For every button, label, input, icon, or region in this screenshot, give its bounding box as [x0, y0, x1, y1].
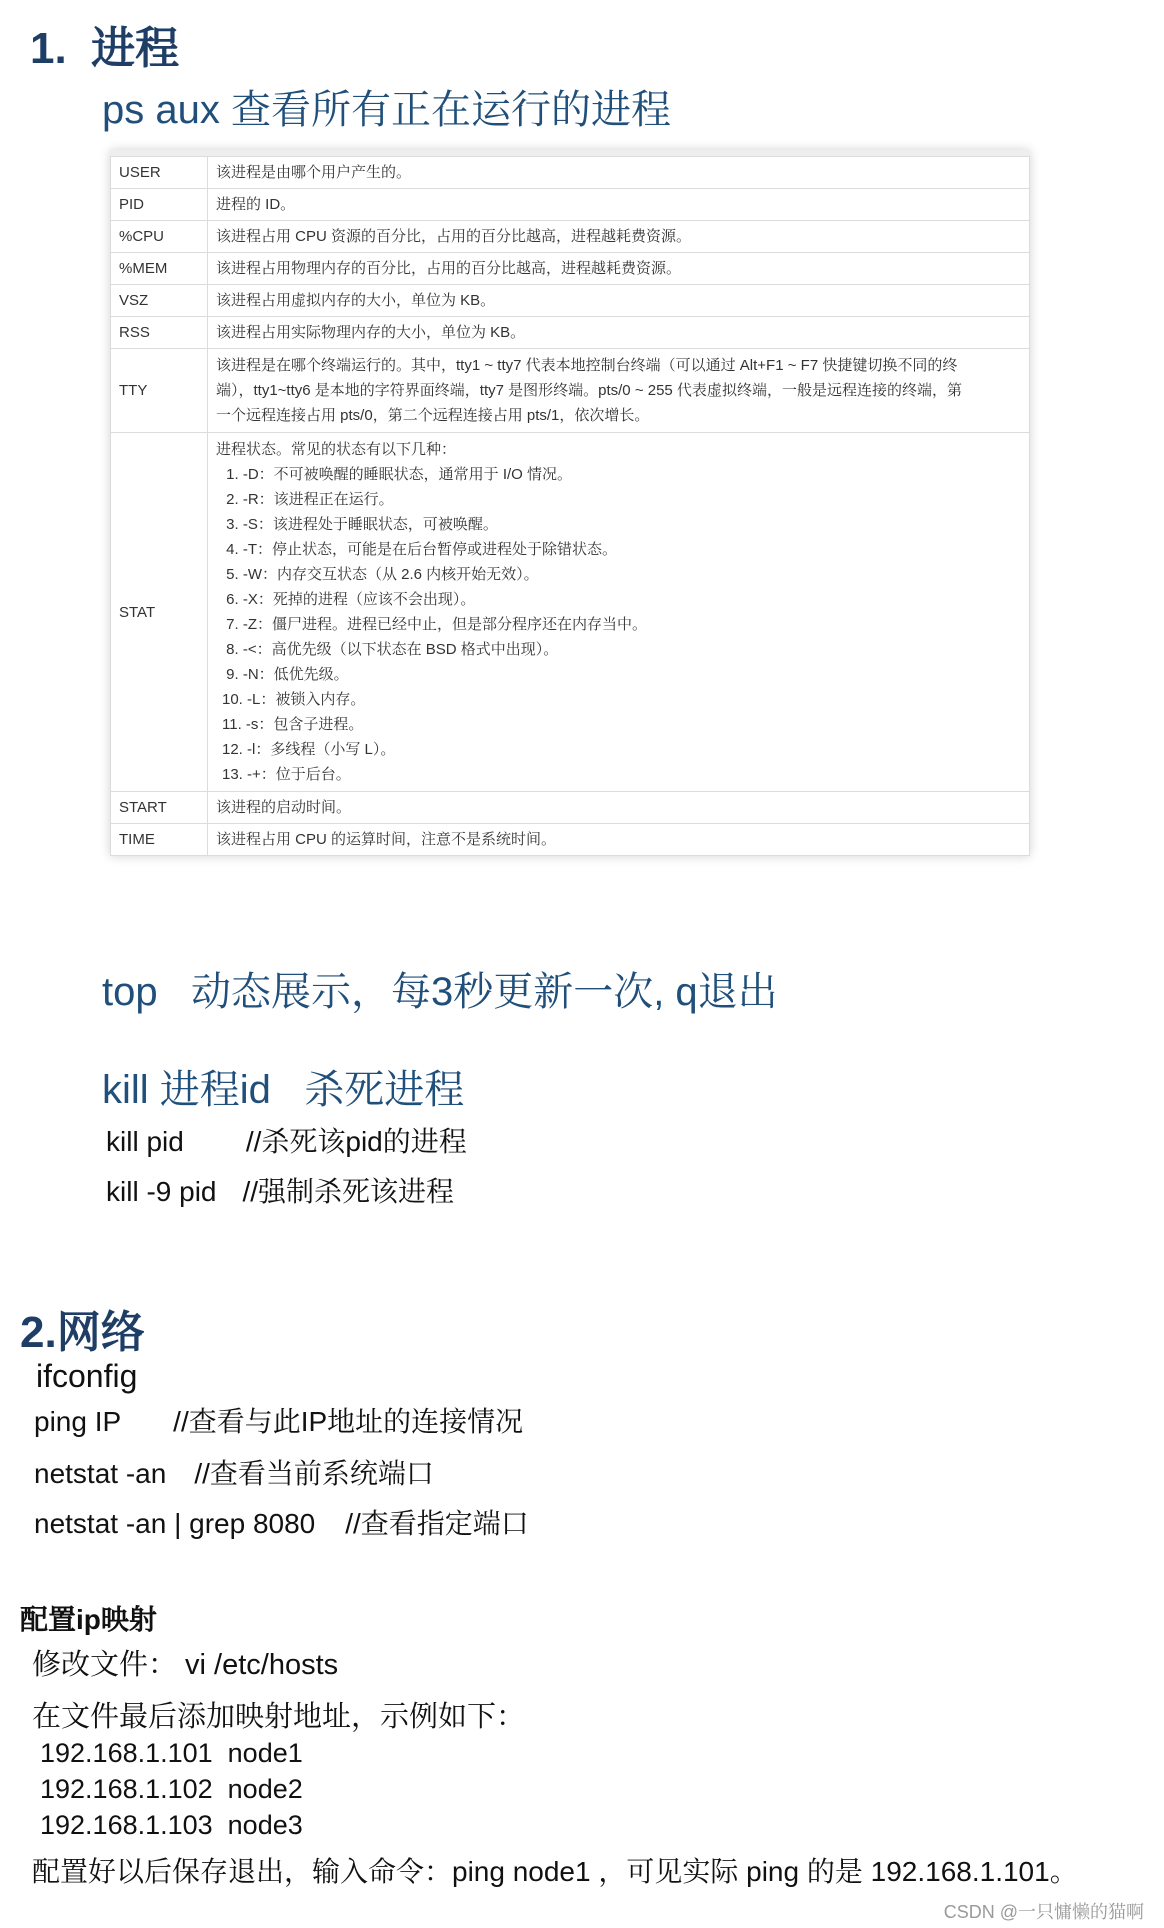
field-name: VSZ: [111, 285, 208, 317]
description-line: 一个远程连接占用 pts/0，第二个远程连接占用 pts/1，依次增长。: [216, 407, 650, 424]
table-row: [111, 157, 1030, 189]
description-line: 12. -l：多线程（小写 L）。: [222, 741, 396, 758]
description-line: 该进程占用 CPU 资源的百分比，占用的百分比越高，进程越耗费资源。: [216, 228, 692, 245]
field-name: %CPU: [111, 221, 208, 253]
table-row: [111, 317, 1030, 349]
description-line: 该进程是由哪个用户产生的。: [216, 164, 412, 181]
edit-hosts-line: 修改文件： vi /etc/hosts: [32, 1649, 339, 1681]
description-line: 该进程占用物理内存的百分比，占用的百分比越高，进程越耗费资源。: [216, 260, 682, 277]
field-description: [208, 317, 1030, 349]
field-description: [208, 433, 1030, 792]
description-line: 该进程占用实际物理内存的大小，单位为 KB。: [216, 324, 526, 341]
netstat-command: netstat -an: [34, 1458, 167, 1489]
description-line: 8. -<：高优先级（以下状态在 BSD 格式中出现）。: [222, 641, 559, 658]
table-row: [111, 189, 1030, 221]
description-line: 4. -T：停止状态，可能是在后台暂停或进程处于除错状态。: [222, 541, 618, 558]
table-row: [111, 285, 1030, 317]
description-line: 端），tty1~tty6 是本地的字符界面终端，tty7 是图形终端。pts/0 ~ 255 代表虚拟终端，一般是远程连接的终端，第: [216, 382, 962, 399]
description-line: 该进程占用虚拟内存的大小，单位为 KB。: [216, 292, 496, 309]
field-name: TTY: [111, 349, 208, 433]
append-mapping-line: 在文件最后添加映射地址，示例如下：: [32, 1701, 526, 1733]
description-line: 该进程的启动时间。: [216, 799, 352, 816]
field-description: [208, 792, 1030, 824]
field-name: RSS: [111, 317, 208, 349]
hosts-entry-3: 192.168.1.103 node3: [40, 1810, 303, 1840]
description-line: 6. -X：死掉的进程（应该不会出现）。: [222, 591, 476, 608]
field-name: STAT: [111, 433, 208, 792]
field-description: [208, 221, 1030, 253]
field-description: [208, 253, 1030, 285]
section-heading-network: 2.网络: [20, 1308, 145, 1357]
ping-line: [34, 1400, 523, 1440]
description-line: 9. -N：低优先级。: [222, 666, 349, 683]
description-line: 1. -D：不可被唤醒的睡眠状态，通常用于 I/O 情况。: [222, 466, 573, 483]
description-line: 2. -R：该进程正在运行。: [222, 491, 394, 508]
kill-command-title: kill 进程id 杀死进程: [102, 1068, 465, 1112]
field-description: [208, 285, 1030, 317]
description-line: 13. -+：位于后台。: [222, 766, 351, 783]
watermark-footer: CSDN @一只慵懒的猫啊: [943, 1902, 1144, 1922]
kill-9-command: kill -9 pid: [106, 1176, 217, 1207]
table-row: [111, 221, 1030, 253]
field-description: [208, 189, 1030, 221]
table-row: [111, 824, 1030, 856]
netstat-grep-command: netstat -an | grep 8080: [34, 1508, 316, 1539]
netstat-line: [34, 1452, 434, 1492]
description-line: 进程的 ID。: [216, 196, 296, 213]
final-instruction-line: 配置好以后保存退出，输入命令：ping node1 ，可见实际 ping 的是 192.168.1.101。: [32, 1856, 1078, 1887]
description-line: 该进程是在哪个终端运行的。其中，tty1 ~ tty7 代表本地控制台终端（可以通过 Alt+F1 ~ F7 快捷键切换不同的终: [216, 357, 958, 374]
field-name: %MEM: [111, 253, 208, 285]
table-row: [111, 349, 1030, 433]
description-line: 10. -L：被锁入内存。: [222, 691, 366, 708]
kill-pid-line: [106, 1120, 467, 1160]
description-line: 该进程占用 CPU 的运算时间，注意不是系统时间。: [216, 831, 557, 848]
description-line: 5. -W：内存交互状态（从 2.6 内核开始无效）。: [222, 566, 539, 583]
field-description: [208, 349, 1030, 433]
ps-fields-table: [110, 150, 1030, 856]
table-row: [111, 253, 1030, 285]
section-heading-ip-mapping: 配置ip映射: [20, 1604, 157, 1635]
top-command-line: top 动态展示，每3秒更新一次, q退出: [102, 970, 778, 1014]
hosts-entry-2: 192.168.1.102 node2: [40, 1774, 303, 1804]
section-heading-process: 1. 进程: [30, 24, 180, 73]
field-name: TIME: [111, 824, 208, 856]
table-row: [111, 433, 1030, 792]
field-description: [208, 157, 1030, 189]
field-name: PID: [111, 189, 208, 221]
field-name: USER: [111, 157, 208, 189]
description-line: 7. -Z：僵尸进程。进程已经中止，但是部分程序还在内存当中。: [222, 616, 648, 633]
hosts-entry-1: 192.168.1.101 node1: [40, 1738, 303, 1768]
ping-comment: //查看与此IP地址的连接情况: [173, 1406, 524, 1437]
netstat-grep-comment: //查看指定端口: [345, 1508, 529, 1539]
table-row: [111, 792, 1030, 824]
field-description: [208, 824, 1030, 856]
ping-command: ping IP: [34, 1406, 122, 1437]
kill-pid-comment: //杀死该pid的进程: [245, 1126, 467, 1157]
kill-pid-command: kill pid: [106, 1126, 184, 1157]
kill-9-line: [106, 1170, 454, 1210]
description-line: 3. -S：该进程处于睡眠状态，可被唤醒。: [222, 516, 498, 533]
description-line: 11. -s：包含子进程。: [222, 716, 364, 733]
netstat-grep-line: [34, 1502, 529, 1542]
ifconfig-line: ifconfig: [36, 1358, 138, 1394]
field-name: START: [111, 792, 208, 824]
ps-aux-title: ps aux 查看所有正在运行的进程: [102, 88, 671, 132]
description-line: 进程状态。常见的状态有以下几种：: [216, 441, 457, 458]
netstat-comment: //查看当前系统端口: [194, 1458, 434, 1489]
kill-9-comment: //强制杀死该进程: [242, 1176, 455, 1207]
